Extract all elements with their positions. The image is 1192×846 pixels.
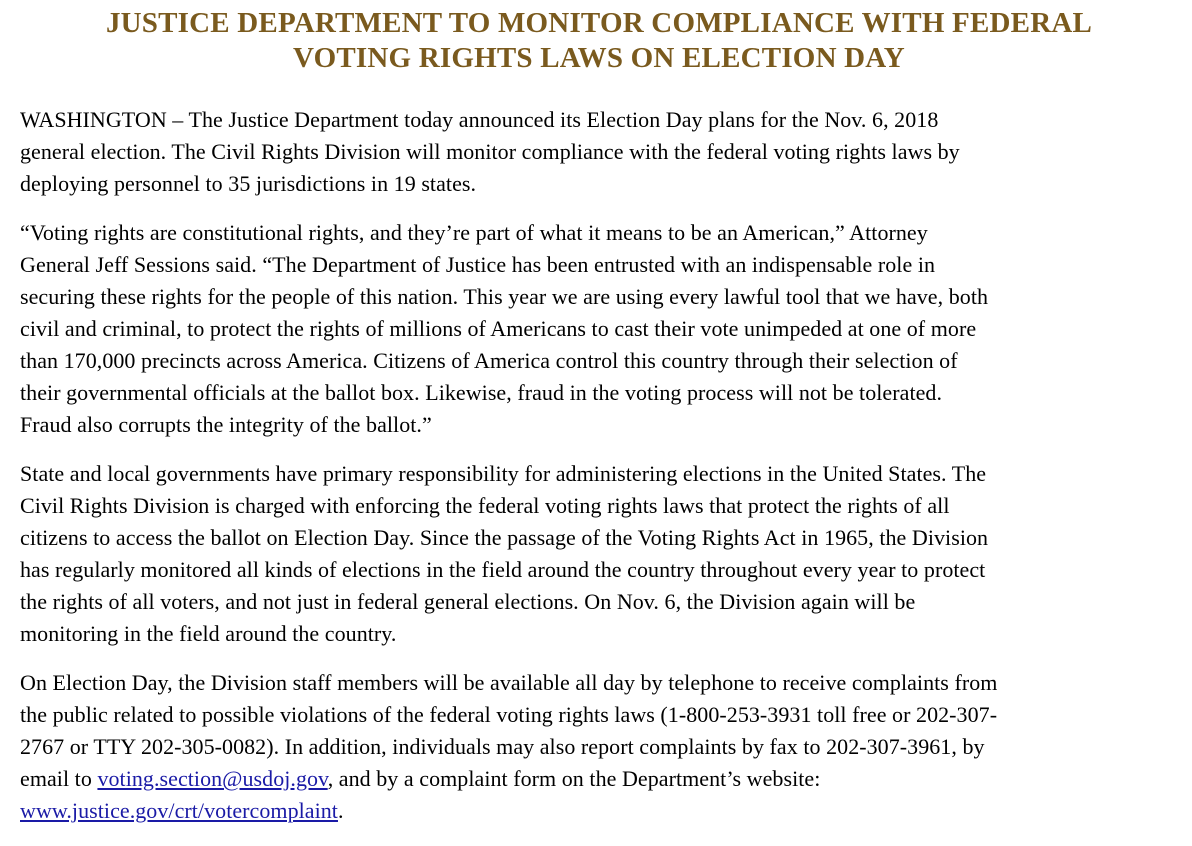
text-line: “Voting rights are constitutional rights, and they’re part of what it means to be an American,” Attorney (20, 220, 928, 245)
text-line: On Election Day, the Division staff members will be available all day by telephone to receive complaints from (20, 670, 998, 695)
paragraph-announcement (20, 104, 1178, 200)
website-link[interactable]: www.justice.gov/crt/votercomplaint (20, 798, 338, 823)
text-line: WASHINGTON – The Justice Department today announced its Election Day plans for the Nov. 6, 2018 (20, 107, 939, 132)
text-line: 2767 or TTY 202-305-0082). In addition, individuals may also report complaints by fax to 202-307-3961, by (20, 734, 985, 759)
text-line: the public related to possible violations of the federal voting rights laws (1-800-253-3931 toll free or 202-307- (20, 702, 998, 727)
email-suffix: , and by a complaint form on the Department’s website: (327, 766, 821, 791)
text-line: general election. The Civil Rights Division will monitor compliance with the federal voting rights laws by (20, 139, 960, 164)
email-line (20, 763, 1178, 795)
email-link[interactable]: voting.section@usdoj.gov (97, 766, 328, 791)
text-line: citizens to access the ballot on Election Day. Since the passage of the Voting Rights Act in 1965, the Division (20, 525, 989, 550)
paragraph-quote (20, 217, 1178, 441)
text-line: monitoring in the field around the country. (20, 621, 397, 646)
paragraph-responsibility (20, 458, 1178, 650)
website-suffix: . (337, 798, 344, 823)
text-line: civil and criminal, to protect the rights of millions of Americans to cast their vote unimpeded at one of more (20, 316, 977, 341)
headline-line-2: VOTING RIGHTS LAWS ON ELECTION DAY (293, 42, 905, 74)
text-line: State and local governments have primary responsibility for administering elections in the United States. The (20, 461, 987, 486)
article-body (20, 104, 1178, 827)
text-line: has regularly monitored all kinds of elections in the field around the country throughout every year to protect (20, 557, 986, 582)
headline (20, 6, 1178, 76)
headline-line-1: JUSTICE DEPARTMENT TO MONITOR COMPLIANCE WITH FEDERAL (105, 7, 1093, 39)
text-line: than 170,000 precincts across America. Citizens of America control this country through their selection of (20, 348, 958, 373)
text-line: General Jeff Sessions said. “The Department of Justice has been entrusted with an indispensable role in (20, 252, 936, 277)
email-prefix: email to (20, 766, 98, 791)
text-line: securing these rights for the people of this nation. This year we are using every lawful tool that we have, both (20, 284, 989, 309)
text-line: their governmental officials at the ballot box. Likewise, fraud in the voting process will not be tolerated. (20, 380, 943, 405)
paragraph-contact (20, 667, 1178, 827)
text-line: the rights of all voters, and not just in federal general elections. On Nov. 6, the Division again will be (20, 589, 916, 614)
text-line: deploying personnel to 35 jurisdictions in 19 states. (20, 171, 477, 196)
text-line: Civil Rights Division is charged with enforcing the federal voting rights laws that protect the rights of all (20, 493, 950, 518)
website-line (20, 795, 1178, 827)
text-line: Fraud also corrupts the integrity of the ballot.” (20, 412, 432, 437)
